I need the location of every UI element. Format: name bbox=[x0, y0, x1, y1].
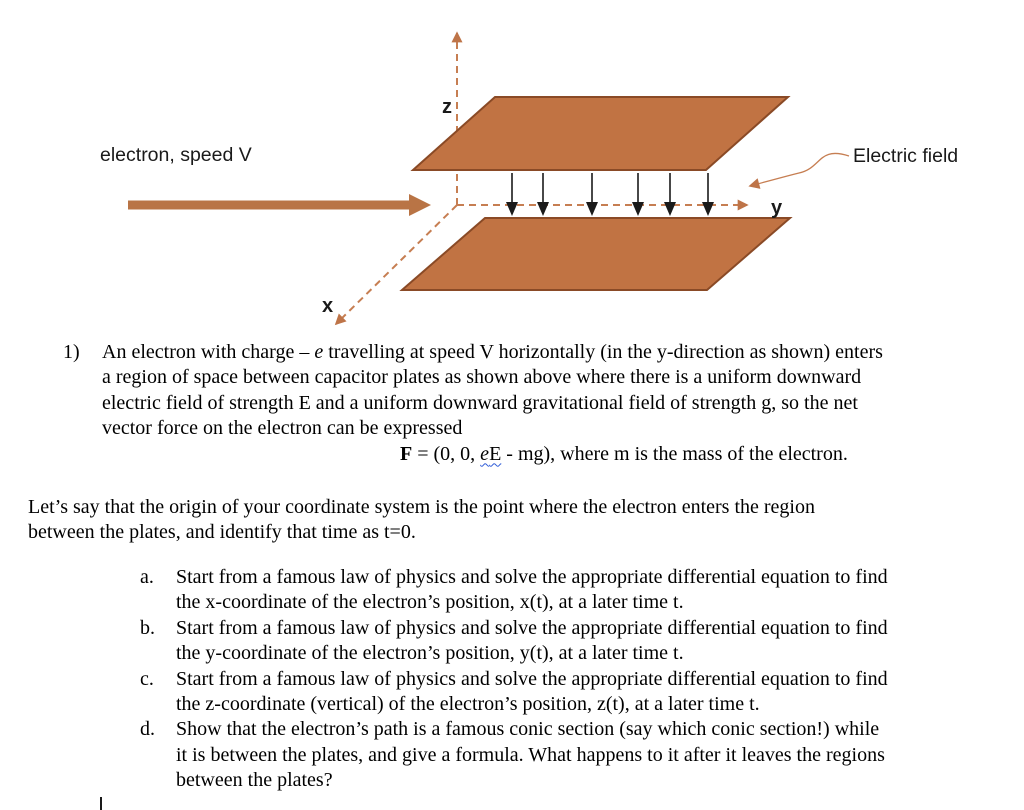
electric-field-label: Electric field bbox=[853, 145, 959, 167]
list-item bbox=[140, 667, 888, 718]
problem-item-1 bbox=[63, 340, 883, 467]
list-item-label: c. bbox=[140, 667, 154, 690]
text-line: Show that the electron’s path is a famous conic section (say which conic section!) while bbox=[176, 718, 880, 741]
text-line: vector force on the electron can be expressed bbox=[102, 417, 463, 440]
text-line: the x-coordinate of the electron’s position, x(t), at a later time t. bbox=[176, 591, 684, 614]
list-item-label: b. bbox=[140, 616, 155, 639]
field-arrows bbox=[506, 173, 714, 216]
list-item-text bbox=[176, 565, 888, 616]
list-item-text bbox=[176, 717, 885, 793]
spellcheck-underline: eE bbox=[480, 442, 502, 465]
list-item-label: d. bbox=[140, 718, 155, 741]
list-item-text bbox=[176, 616, 888, 667]
list-item bbox=[140, 616, 888, 667]
text-line: a region of space between capacitor plates as shown above where there is a uniform downward bbox=[102, 366, 862, 389]
x-axis-label: x bbox=[322, 295, 334, 317]
italic-e: e bbox=[480, 442, 490, 465]
field-arrow bbox=[506, 173, 518, 216]
text-line: it is between the plates, and give a formula. What happens to it after it leaves the regions bbox=[176, 743, 885, 766]
text-line: Start from a famous law of physics and solve the appropriate differential equation to find bbox=[176, 667, 888, 690]
problem-number: 1) bbox=[63, 341, 80, 363]
list-item-label: a. bbox=[140, 566, 154, 588]
formula-F: F bbox=[400, 442, 413, 465]
electric-field-pointer bbox=[750, 153, 849, 186]
text-line: between the plates, and identify that time as t=0. bbox=[28, 521, 416, 544]
list-item-text bbox=[176, 667, 888, 718]
origin-note bbox=[28, 495, 815, 546]
italic-e: e bbox=[314, 341, 324, 363]
text-line: Let’s say that the origin of your coordinate system is the point where the electron enters the region bbox=[28, 496, 815, 518]
field-arrow bbox=[632, 173, 644, 216]
z-axis-label: z bbox=[442, 96, 452, 118]
text-line: the y-coordinate of the electron’s position, y(t), at a later time t. bbox=[176, 642, 684, 665]
text-line: the z-coordinate (vertical) of the electron’s position, z(t), at a later time t. bbox=[176, 693, 760, 716]
capacitor-diagram bbox=[0, 0, 1024, 334]
text-line: An electron with charge – e travelling at speed V horizontally (in the y-direction as shown) enters bbox=[102, 341, 883, 363]
field-arrow bbox=[702, 173, 714, 216]
list-item bbox=[140, 717, 888, 793]
text-line: Start from a famous law of physics and solve the appropriate differential equation to find bbox=[176, 566, 888, 588]
field-arrow bbox=[537, 173, 549, 216]
text-line: between the plates? bbox=[176, 769, 333, 792]
text-line: electric field of strength E and a uniform downward gravitational field of strength g, so the net bbox=[102, 391, 858, 414]
text-cursor[interactable] bbox=[100, 797, 102, 810]
field-arrow bbox=[586, 173, 598, 216]
field-arrow bbox=[664, 173, 676, 216]
problem-intro bbox=[102, 340, 883, 467]
electron-velocity-arrow bbox=[128, 194, 431, 216]
bottom-plate bbox=[402, 218, 790, 290]
force-formula: F = (0, 0, eE - mg), where m is the mass of the electron. bbox=[400, 442, 848, 465]
top-plate bbox=[413, 97, 788, 170]
sub-parts-list bbox=[140, 565, 888, 794]
list-item bbox=[140, 565, 888, 616]
y-axis-label: y bbox=[771, 197, 783, 219]
electron-speed-label: electron, speed V bbox=[100, 144, 252, 166]
text-line: Start from a famous law of physics and solve the appropriate differential equation to find bbox=[176, 616, 888, 639]
